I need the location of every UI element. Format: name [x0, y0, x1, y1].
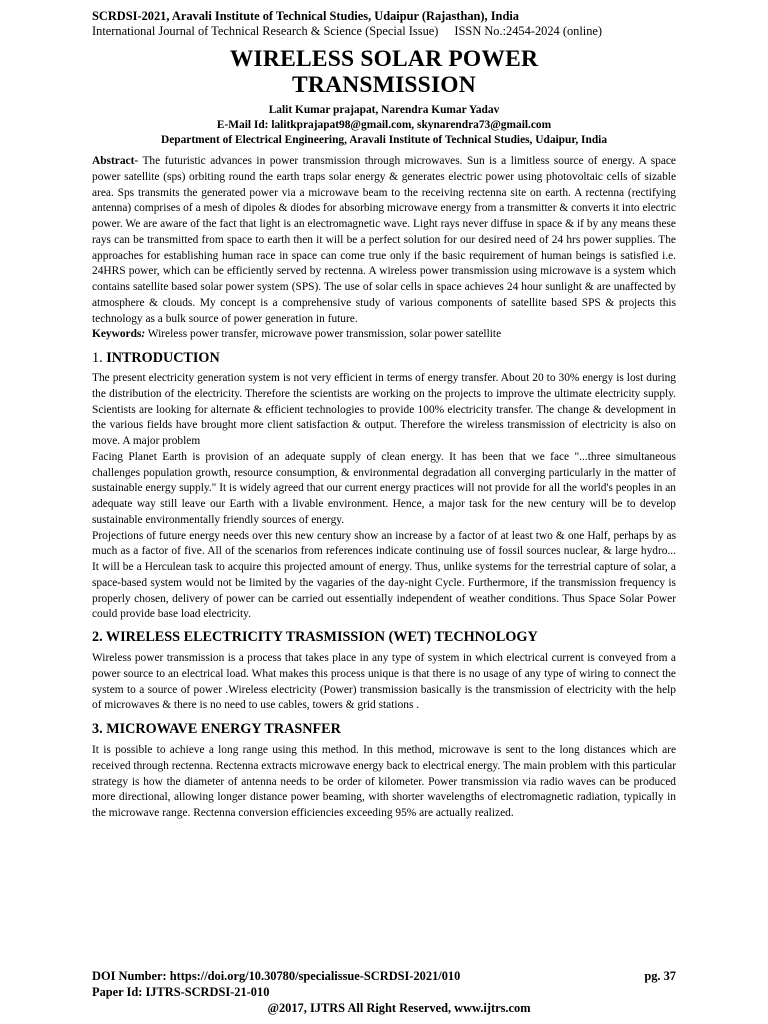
department: Department of Electrical Engineering, Aravali Institute of Technical Studies, Udaipur, India: [160, 134, 608, 146]
abstract-text: The futuristic advances in power transmission through microwaves. Sun is a limitless source of energy. A space power satellite (sps) orbiting round the earth traps solar energy & generates electric power using photovoltaic cells of sizable area. Sps transmits the generated power via a microwave beam to the receiving rectenna site on earth. A rectenna (rectifying antenna) comprises of a mesh of dipoles & diodes for absorbing microwave energy from a transmitter & converts it into electric power. We are aware of the fact that light is an electromagnetic wave. Light rays never diffuse in space & if by any means these rays can be transmitted from space to earth then it will be a perfect solution for our desired need of 24 hrs power supplies. The approaches for establishing human race in space can come true only if the basic requirement of human beings is satisfied i.e. 24HRS power, which can be efficiently served by rectenna. A wireless power transmission using microwave is a system which contains satellite based solar power system (SPS). The use of solar cells in space achieves 24 hour sunlight & are unaffected by atmosphere & clouds. My concept is a comprehensive study of various components of satellite based SPS & projects this technology as a bulk source of power generation in future.: [92, 155, 676, 325]
journal-header: [92, 24, 676, 39]
issn: ISSN No.:2454-2024 (online): [454, 24, 603, 38]
section-number: 1.: [92, 350, 107, 366]
wet-paragraph-1: Wireless power transmission is a process that takes place in any type of system in which electrical current is conveyed from a power source to an electrical load. What makes this process unique is that there is no usage of any type of wiring to connect the system to a source of power .Wireless electricity (Power) transmission basically is the transmission of electricity with the help of microwaves & there is no need to use cables, towers & grid stations .: [92, 652, 676, 712]
keywords-colon: :: [141, 328, 146, 341]
intro-paragraph-1: The present electricity generation system is not very efficient in terms of energy transfer. About 20 to 30% energy is lost during the distribution of the electricity. Therefore the scientists are working on the projects to improve the ultimate electricity supply. Scientists are looking for alternate & efficient technologies to provide 100% electricity transfer. The change & development in the various fields have brought more client satisfaction & output. Therefore the wireless transmission of electricity is also on move. A major problem: [92, 372, 676, 447]
section-title: INTRODUCTION: [106, 350, 220, 366]
intro-paragraph-2: Facing Planet Earth is provision of an adequate supply of clean energy. It has been that we face "...three simultaneous challenges population growth, resource consumption, & environmental degradation all converging particularly in the matter of sustainable energy supply." It is widely agreed that our current energy practices will not provide for all the world's peoples in an adequate way still leave our Earth with a livable environment. Hence, a major task for the new century will be to develop sustainable environmentally friendly sources of energy.: [92, 450, 676, 526]
keywords-label: Keywords: [92, 328, 142, 341]
paper-page: [92, 9, 676, 822]
abstract: [92, 154, 676, 327]
keywords: [92, 327, 676, 343]
paper-id: Paper Id: IJTRS-SCRDSI-21-010: [92, 985, 270, 999]
copyright: @2017, IJTRS All Right Reserved, www.ijtrs.com: [267, 1001, 531, 1015]
paper-title: [92, 46, 676, 98]
journal-name: International Journal of Technical Research & Science (Special Issue): [92, 24, 439, 38]
abstract-label: Abstract-: [92, 155, 139, 167]
doi-number: DOI Number: https://doi.org/10.30780/specialissue-SCRDSI-2021/010: [92, 969, 461, 983]
title-line-2: TRANSMISSION: [292, 72, 476, 98]
authors: Lalit Kumar prajapat, Narendra Kumar Yadav: [268, 104, 500, 116]
intro-paragraph-3: Projections of future energy needs over this new century show an increase by a factor of at least two & one Half, perhaps by as much as a factor of five. All of the scenarios from references indicate continuing use of fossil sources nuclear, & large hydro... It will be a Herculean task to acquire this projected amount of energy. Thus, unlike systems for the terrestrial capture of solar, a space-based system would not be limited by the vagaries of the day-night Cycle. Furthermore, if the transmission frequency is properly chosen, delivery of power can be carried out essentially independent of weather conditions. Thus Space Solar Power could provide base load electricity.: [92, 529, 676, 621]
keywords-text: Wireless power transfer, microwave power transmission, solar power satellite: [145, 328, 502, 341]
title-line-1: WIRELESS SOLAR POWER: [229, 46, 539, 72]
conference-header: SCRDSI-2021, Aravali Institute of Technical Studies, Udaipur (Rajasthan), India: [92, 9, 519, 23]
page-number: pg. 37: [644, 969, 676, 983]
section-heading-wet: 2. WIRELESS ELECTRICITY TRASMISSION (WET) TECHNOLOGY: [92, 629, 538, 645]
page-footer: [92, 968, 676, 1016]
microwave-paragraph-1: It is possible to achieve a long range using this method. In this method, microwave is sent to the long distances which are received through rectenna. Rectenna extracts microwave energy back to electrical energy. The main problem with this particular strategy is how the diameter of antenna needs to be order of kilometer. Power transmission via radio waves can be produced more directional, allowing longer distance power beaming, with shorter wavelengths of electromagnetic radiation, typically in the microwave range. Rectenna conversion efficiencies exceeding 95% are actually realized.: [92, 744, 676, 819]
footer-doi-row: [92, 968, 676, 984]
author-emails: E-Mail Id: lalitkprajapat98@gmail.com, skynarendra73@gmail.com: [216, 119, 552, 131]
section-heading-introduction: [92, 350, 676, 367]
section-heading-microwave: 3. MICROWAVE ENERGY TRASNFER: [92, 721, 341, 737]
